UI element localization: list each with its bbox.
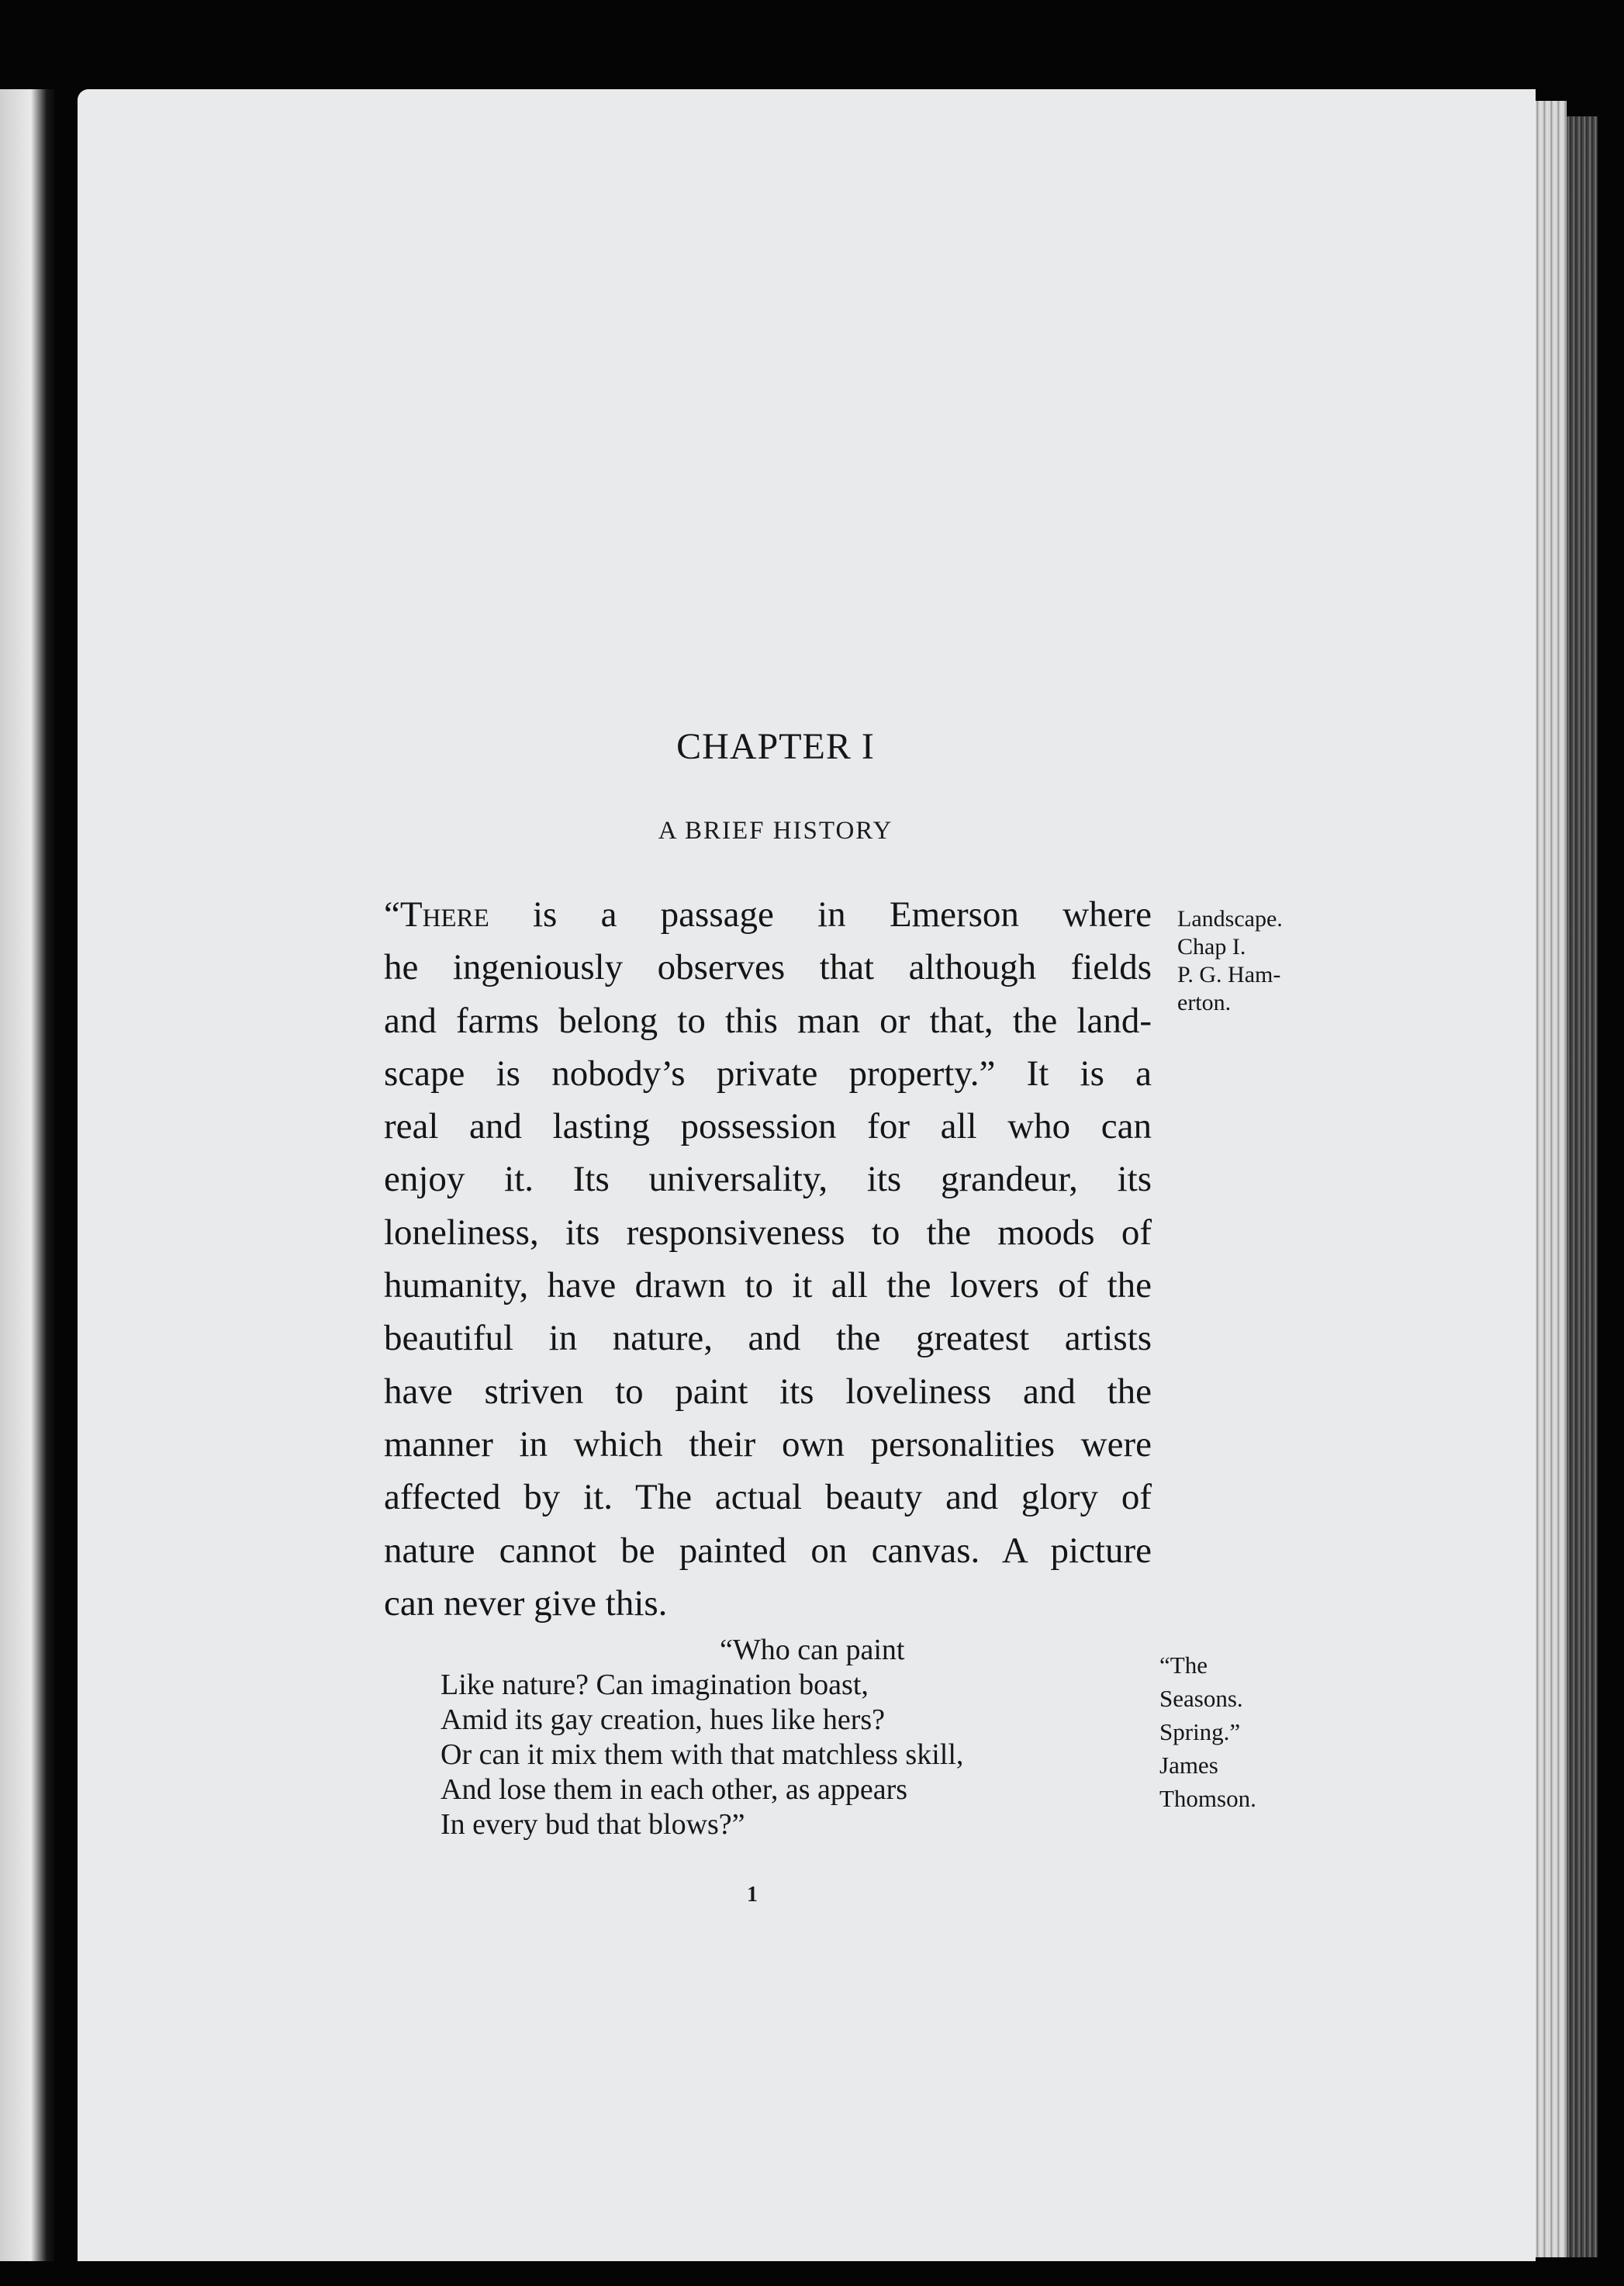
body-line: affected by it. The actual beauty and glory of bbox=[384, 1477, 1152, 1518]
body-paragraph bbox=[384, 888, 1152, 1630]
body-line: nature cannot be painted on canvas. A picture bbox=[384, 1530, 1152, 1571]
poem-line: And lose them in each other, as appears bbox=[441, 1773, 908, 1806]
margin-note-line: erton. bbox=[1177, 990, 1232, 1015]
margin-note-line: Thomson. bbox=[1159, 1785, 1256, 1812]
book-page bbox=[78, 89, 1536, 2261]
margin-note-line: “The bbox=[1159, 1651, 1208, 1679]
left-page-edge bbox=[0, 89, 54, 2261]
body-line: have striven to paint its loveliness and the bbox=[384, 1371, 1152, 1412]
poem-line: Amid its gay creation, hues like hers? bbox=[441, 1703, 886, 1736]
poem-line: Or can it mix them with that matchless skill, bbox=[441, 1738, 964, 1771]
margin-note-thomson bbox=[1159, 1648, 1315, 1815]
drop-quote: “T bbox=[384, 894, 423, 935]
body-line: and farms belong to this man or that, the land- bbox=[384, 1000, 1152, 1041]
margin-note-line: Chap I. bbox=[1177, 934, 1246, 960]
poem-line: In every bud that blows?” bbox=[441, 1808, 745, 1841]
body-line: scape is nobody’s private property.” It is a bbox=[384, 1053, 1152, 1094]
margin-note-line: Landscape. bbox=[1177, 906, 1283, 932]
small-caps-word: here bbox=[422, 894, 489, 935]
body-line: beautiful in nature, and the greatest artists bbox=[384, 1318, 1152, 1359]
margin-note-hamerton bbox=[1177, 905, 1332, 1017]
chapter-subtitle: A BRIEF HISTORY bbox=[658, 817, 893, 845]
poem-line: “Who can paint bbox=[720, 1634, 905, 1666]
poem-quotation bbox=[441, 1633, 1139, 1842]
body-line bbox=[384, 888, 1152, 941]
poem-line: Like nature? Can imagination boast, bbox=[441, 1669, 869, 1701]
margin-note-line: P. G. Ham- bbox=[1177, 962, 1281, 987]
body-line-last: can never give this. bbox=[384, 1582, 668, 1624]
page-fore-edge-shadow bbox=[1567, 116, 1598, 2257]
body-line: loneliness, its responsiveness to the moods of bbox=[384, 1212, 1152, 1253]
body-line: he ingeniously observes that although fields bbox=[384, 947, 1152, 988]
body-line: humanity, have drawn to it all the lovers of the bbox=[384, 1265, 1152, 1306]
margin-note-line: James bbox=[1159, 1752, 1218, 1779]
line-text: is a passage in Emerson where bbox=[489, 894, 1152, 935]
body-line: real and lasting possession for all who can bbox=[384, 1106, 1152, 1147]
margin-note-line: Seasons. bbox=[1159, 1685, 1243, 1712]
body-line: enjoy it. Its universality, its grandeur, its bbox=[384, 1159, 1152, 1200]
body-line: manner in which their own personalities were bbox=[384, 1423, 1152, 1465]
chapter-title: CHAPTER I bbox=[676, 726, 875, 767]
margin-note-line: Spring.” bbox=[1159, 1718, 1241, 1745]
page-number: 1 bbox=[747, 1883, 758, 1907]
